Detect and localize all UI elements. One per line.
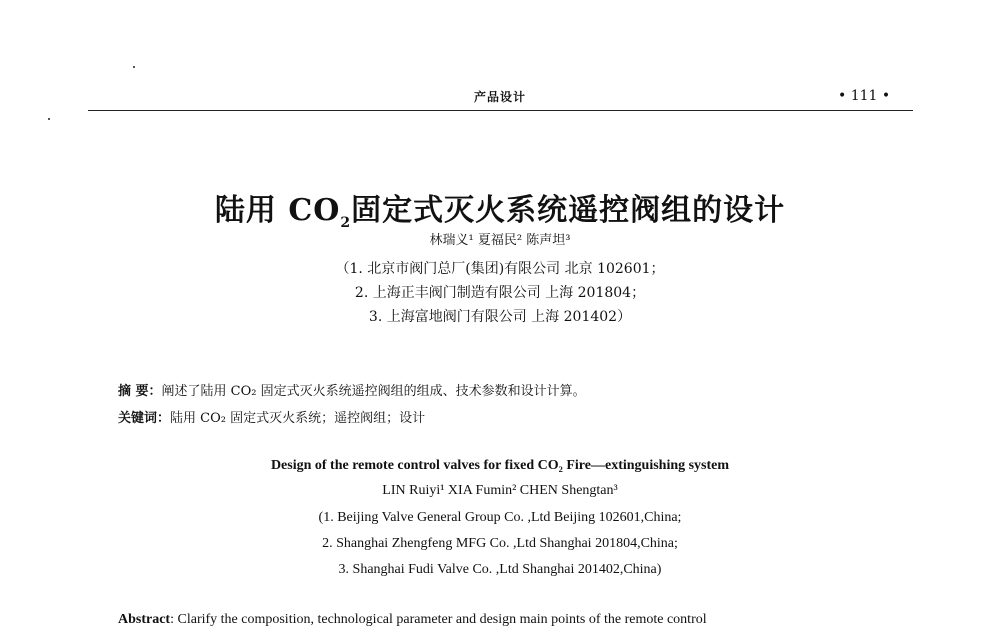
abstract-cn — [118, 380, 586, 399]
keywords-cn-text: 陆用 CO₂ 固定式灭火系统；遥控阀组；设计 — [170, 411, 426, 426]
affiliation-cn-1: （1. 北京市阀门总厂(集团)有限公司 北京 102601； — [335, 261, 665, 277]
title-cn-part-2: 固定式灭火系统遥控阀组的设计 — [351, 193, 786, 228]
abstract-cn-text: 阐述了陆用 CO₂ 固定式灭火系统遥控阀组的组成、技术参数和设计计算。 — [161, 384, 586, 399]
abstract-en — [118, 612, 918, 628]
keywords-cn-label: 关键词： — [118, 411, 171, 426]
abstract-cn-label: 摘 要： — [118, 384, 162, 399]
affiliation-cn-3: 3. 上海富地阀门有限公司 上海 201402） — [368, 309, 632, 325]
paper-title-cn — [0, 185, 1000, 231]
authors-en: LIN Ruiyi¹ XIA Fumin² CHEN Shengtan³ — [382, 483, 618, 498]
abstract-en-text: : Clarify the composition, technological parameter and design main points of the remote control — [170, 612, 707, 627]
keywords-cn — [118, 407, 425, 426]
title-cn-part-1: 陆用 CO — [214, 193, 341, 228]
affiliation-en-1: (1. Beijing Valve General Group Co. ,Ltd Beijing 102601,China; — [318, 510, 682, 525]
affiliation-en-3: 3. Shanghai Fudi Valve Co. ,Ltd Shanghai 201402,China) — [338, 562, 662, 577]
affiliation-en-2: 2. Shanghai Zhengfeng MFG Co. ,Ltd Shanghai 201804,China; — [322, 536, 678, 551]
authors-cn: 林瑞义¹ 夏福民² 陈声坦³ — [429, 233, 571, 248]
affiliation-cn-2: 2. 上海正丰阀门制造有限公司 上海 201804； — [354, 285, 646, 301]
scan-dot-2 — [48, 118, 50, 120]
paper-title-en: Design of the remote control valves for fixed CO₂ Fire—extinguishing system — [270, 458, 730, 473]
running-header-section: 产品设计 — [473, 90, 526, 104]
header-rule — [88, 110, 913, 111]
scan-dot-1 — [133, 66, 135, 68]
title-cn-subscript: 2 — [340, 215, 352, 231]
page-number: • 111 • — [838, 88, 891, 104]
abstract-en-label: Abstract — [118, 612, 171, 627]
